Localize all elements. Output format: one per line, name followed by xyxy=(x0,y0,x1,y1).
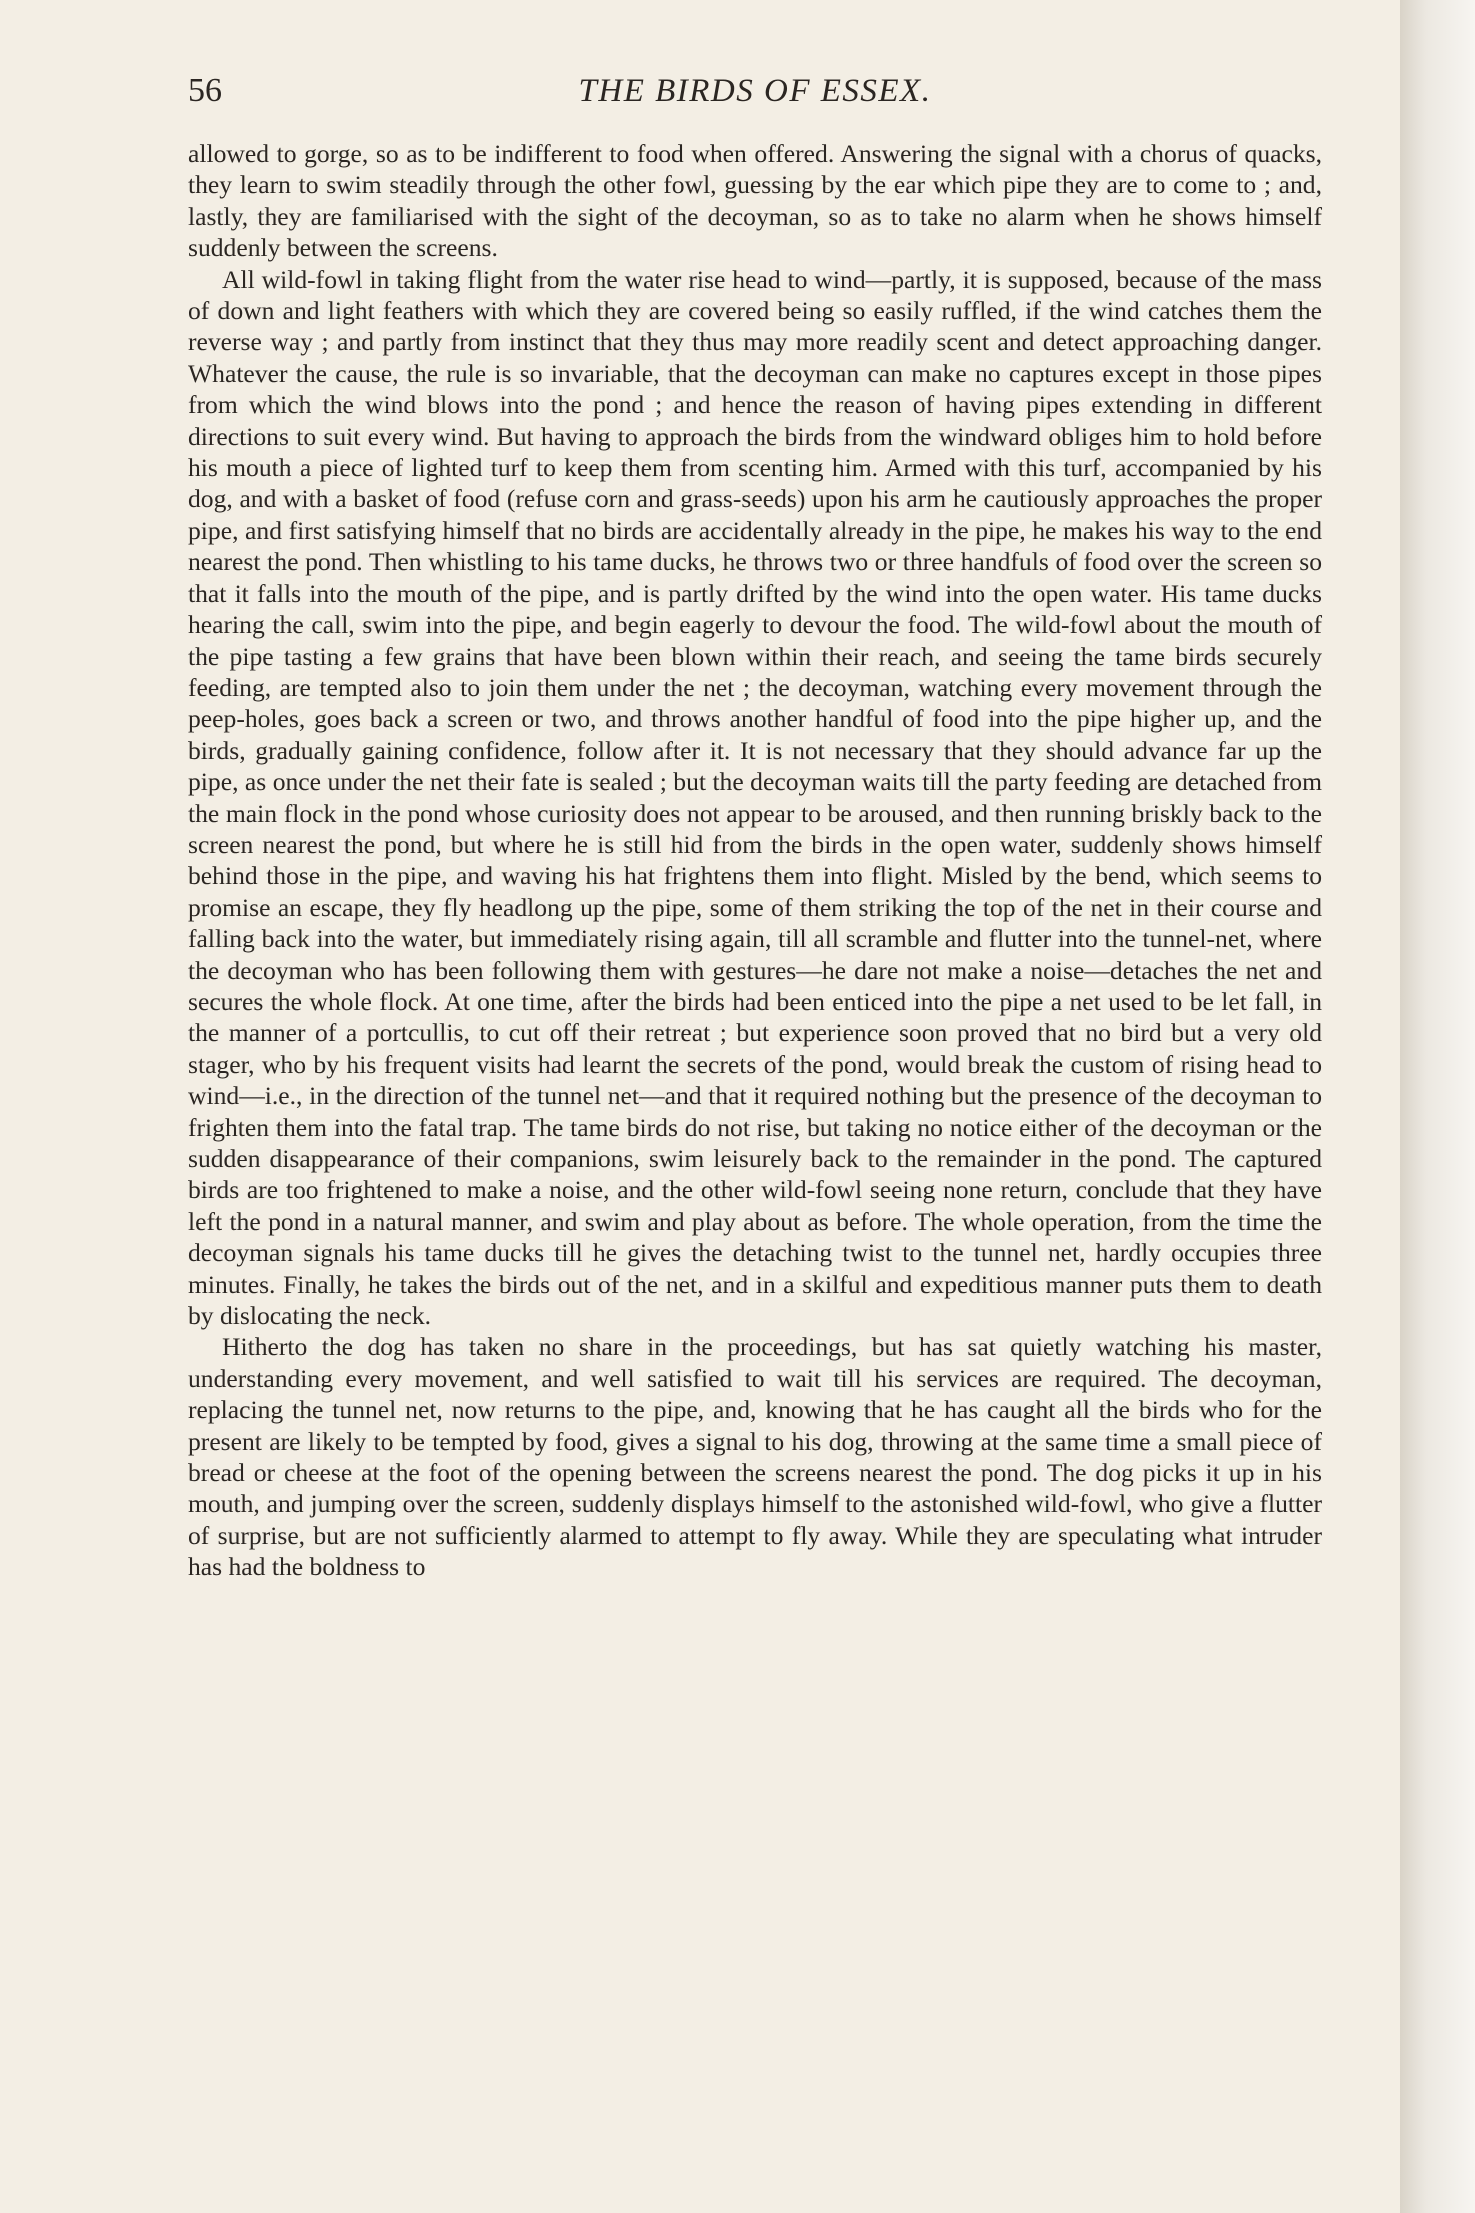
paragraph: All wild-fowl in taking flight from the water rise head to wind—partly, it is supposed, because of the mass of down and light feathers with which they are covered being so easily ruffled, if the wind catches them the reverse way ; and partly from instinct that they thus may more readily scent and detect approaching danger. Whatever the cause, the rule is so invariable, that the decoyman can make no captures except in those pipes from which the wind blows into the pond ; and hence the reason of having pipes extending in different directions to suit every wind. But having to approach the birds from the windward obliges him to hold before his mouth a piece of lighted turf to keep them from scenting him. Armed with this turf, accompanied by his dog, and with a basket of food (refuse corn and grass-seeds) upon his arm he cautiously approaches the proper pipe, and first satisfying himself that no birds are accidentally already in the pipe, he makes his way to the end nearest the pond. Then whistling to his tame ducks, he throws two or three handfuls of food over the screen so that it falls into the mouth of the pipe, and is partly drifted by the wind into the open water. His tame ducks hearing the call, swim into the pipe, and begin eagerly to devour the food. The wild-fowl about the mouth of the pipe tasting a few grains that have been blown within their reach, and seeing the tame birds securely feeding, are tempted also to join them under the net ; the decoyman, watching every movement through the peep-holes, goes back a screen or two, and throws another handful of food into the pipe higher up, and the birds, gradually gaining confidence, follow after it. It is not necessary that they should advance far up the pipe, as once under the net their fate is sealed ; but the decoyman waits till the party feeding are detached from the main flock in the pond whose curiosity does not appear to be aroused, and then running briskly back to the screen nearest the pond, but where he is still hid from the birds in the open water, suddenly shows himself behind those in the pipe, and waving his hat frightens them into flight. Misled by the bend, which seems to promise an escape, they fly headlong up the pipe, some of them striking the top of the net in their course and falling back into the water, but immediately rising again, till all scramble and flutter into the tunnel-net, where the decoyman who has been following them with gestures—he dare not make a noise—detaches the net and secures the whole flock. At one time, after the birds had been enticed into the pipe a net used to be let fall, in the manner of a portcullis, to cut off their retreat ; but experience soon proved that no bird but a very old stager, who by his frequent visits had learnt the secrets of the pond, would break the custom of rising head to wind—i.e., in the direction of the tunnel net—and that it required nothing but the presence of the decoyman to frighten them into the fatal trap. The tame birds do not rise, but taking no notice either of the decoyman or the sudden disappearance of their companions, swim leisurely back to the remainder in the pond. The captured birds are too frightened to make a noise, and the other wild-fowl seeing none return, conclude that they have left the pond in a natural manner, and swim and play about as before. The whole operation, from the time the decoyman signals his tame ducks till he gives the detaching twist to the tunnel net, hardly occupies three minutes. Finally, he takes the birds out of the net, and in a skilful and expeditious manner puts them to death by dislocating the neck. xyxy=(188,264,1322,1331)
paragraph: allowed to gorge, so as to be indifferent to food when offered. Answering the signal with a chorus of quacks, they learn to swim steadily through the other fowl, guessing by the ear which pipe they are to come to ; and, lastly, they are familiarised with the sight of the decoyman, so as to take no alarm when he shows himself suddenly between the screens. xyxy=(188,139,1322,263)
page-number: 56 xyxy=(188,72,222,109)
running-title: THE BIRDS OF ESSEX. xyxy=(578,73,932,109)
body-text xyxy=(188,138,1322,1583)
page-header xyxy=(188,66,1322,116)
page-edge-shadow xyxy=(1400,0,1475,2213)
paragraph: Hitherto the dog has taken no share in the proceedings, but has sat quietly watching his master, understanding every movement, and well satisfied to wait till his services are required. The decoyman, replacing the tunnel net, now returns to the pipe, and, knowing that he has caught all the birds who for the present are likely to be tempted by food, gives a signal to his dog, throwing at the same time a small piece of bread or cheese at the foot of the opening between the screens nearest the pond. The dog picks it up in his mouth, and jumping over the screen, suddenly displays himself to the astonished wild-fowl, who give a flutter of surprise, but are not sufficiently alarmed to attempt to fly away. While they are speculating what intruder has had the boldness to xyxy=(188,1332,1322,1582)
